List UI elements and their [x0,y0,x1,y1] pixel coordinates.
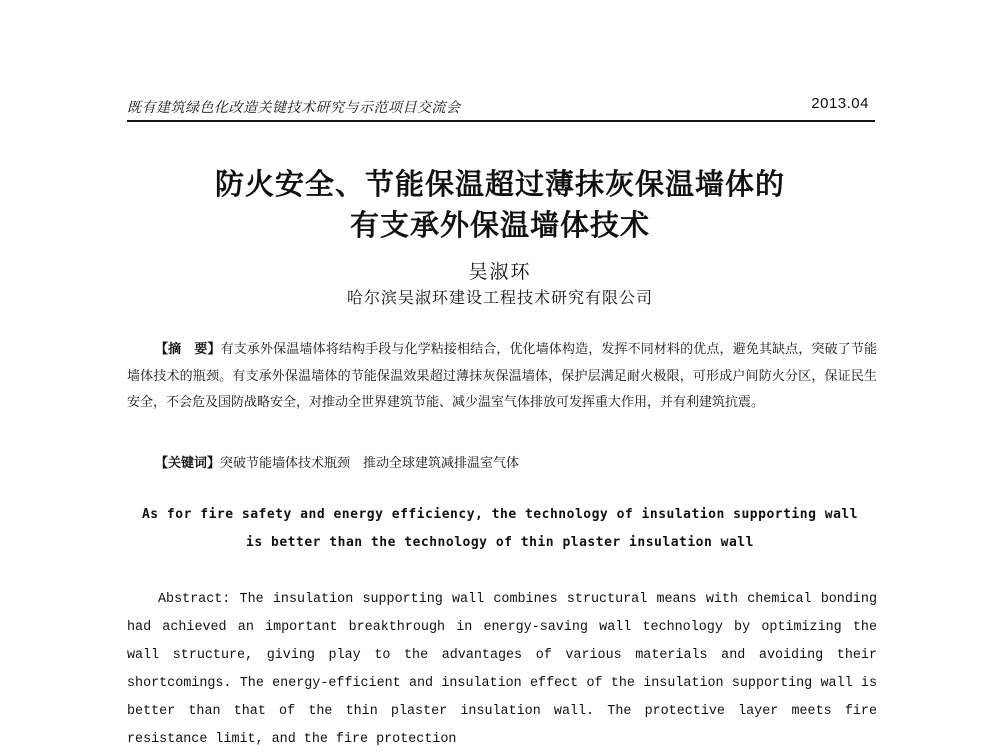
journal-name: 既有建筑绿色化改造关键技术研究与示范项目交流会 [127,100,461,116]
author-name: 吴淑环 [468,261,532,283]
paper-title-line-2: 有支承外保温墙体技术 [349,208,650,242]
keywords [155,452,519,471]
running-head [127,97,873,119]
paper-title-line-1: 防火安全、节能保温超过薄抹灰保温墙体的 [214,167,785,201]
english-title-line-2: is better than the technology of thin plaster insulation wall [246,535,754,550]
chinese-abstract [127,337,877,417]
abstract-text: 有支承外保温墙体将结构手段与化学粘接相结合，优化墙体构造，发挥不同材料的优点，避免其缺点，突破了节能墙体技术的瓶颈。有支承外保温墙体的节能保温效果超过薄抹灰保温墙体，保护层满足耐火极限，可形成户间防火分区，保证民生安全，不会危及国防战略安全，对推动全世界建筑节能、减少温室气体排放可发挥重大作用，并有利建筑抗震。 [127,342,877,410]
issue-date: 2013.04 [811,95,869,112]
english-title-line-1: As for fire safety and energy efficiency, the technology of insulation supporting wall [141,507,859,522]
keywords-label: 【关键词】 [155,456,221,471]
keywords-text: 突破节能墙体技术瓶颈 推动全球建筑减排温室气体 [220,456,520,471]
author-affiliation: 哈尔滨吴淑环建设工程技术研究有限公司 [346,288,653,307]
abstract-label: 【摘 要】 [155,342,221,357]
english-abstract: Abstract: The insulation supporting wall combines structural means with chemical bonding had achieved an important breakthrough in energy-saving wall technology by optimizing the wall structure, giving play to the advantages of various materials and avoiding their shortcomings. The energy-efficient and insulation effect of the insulation supporting wall is better than that of the thin plaster insulation wall. The protective layer meets fire resistance limit, and the fire protection [127,592,877,747]
header-rule [127,120,875,122]
